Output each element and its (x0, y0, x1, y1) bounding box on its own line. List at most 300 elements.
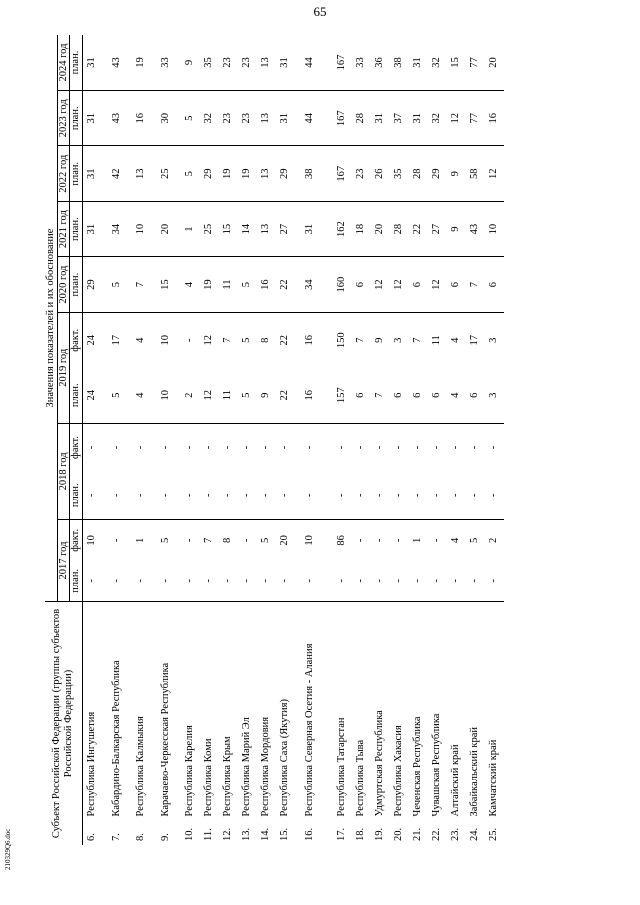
subject-name: Республика Крым (219, 602, 238, 819)
spacer-cell (325, 818, 333, 845)
value-cell: 13 (257, 146, 276, 201)
value-cell: 30 (151, 91, 181, 146)
value-cell: 7 (466, 257, 485, 312)
value-cell: - (374, 579, 386, 583)
value-cell: - (431, 579, 443, 583)
spacer-cell (325, 146, 333, 201)
value-cell: 2 (184, 392, 196, 398)
subject-name: Чувашская Республика (428, 602, 447, 819)
value-cell: - (132, 423, 151, 471)
value-cell: - (203, 579, 215, 583)
value-cell: - (336, 579, 348, 583)
value-cell: 10 (295, 520, 325, 561)
year-header: 2017 год (57, 520, 70, 602)
value-cell: 31 (82, 91, 102, 146)
value-cell: 160 (333, 257, 352, 312)
subject-name: Кабардино-Балкарская Республика (102, 602, 132, 819)
value-cell: 23 (241, 57, 253, 68)
value-cell: 12 (203, 389, 215, 401)
value-cell: 29 (200, 146, 219, 201)
value-cell: 25 (200, 201, 219, 256)
value-cell: 36 (374, 57, 386, 68)
value-cell: - (110, 493, 122, 497)
value-cell: 9 (184, 59, 196, 66)
value-cell: 5 (181, 146, 200, 201)
spacer-cell (325, 602, 333, 819)
value-cell: 3 (488, 392, 500, 398)
value-cell: 6 (469, 392, 481, 398)
value-cell: 14 (238, 201, 257, 256)
value-cell: 11 (428, 312, 447, 367)
value-cell: 58 (466, 146, 485, 201)
value-cell: 32 (431, 57, 443, 68)
values-title-header: Значения показателей и их обоснование (45, 35, 57, 602)
spacer-cell (325, 201, 333, 256)
value-cell: - (374, 493, 386, 497)
table-row (276, 35, 295, 845)
value-cell: - (222, 579, 234, 583)
value-cell: - (181, 423, 200, 471)
table-row (352, 35, 371, 845)
value-cell: 16 (132, 91, 151, 146)
row-number: 10. (184, 827, 196, 841)
table-row (447, 35, 466, 845)
value-cell: 32 (428, 91, 447, 146)
value-cell: 31 (86, 57, 98, 68)
value-cell: 1 (132, 520, 151, 561)
plan-header: план. (70, 257, 83, 312)
value-cell: 4 (181, 257, 200, 312)
value-cell: - (393, 493, 405, 497)
value-cell: 5 (238, 312, 257, 367)
value-cell: 43 (110, 57, 122, 68)
value-cell: - (219, 423, 238, 471)
value-cell: 8 (257, 312, 276, 367)
value-cell: 6 (352, 257, 371, 312)
value-cell: 150 (333, 312, 352, 367)
spacer-cell (325, 312, 333, 367)
value-cell: - (355, 493, 367, 497)
year-header: 2021 год (57, 201, 70, 256)
value-cell: 6 (412, 392, 424, 398)
value-cell: - (184, 493, 196, 497)
value-cell: 35 (203, 57, 215, 68)
group-spacer (325, 35, 333, 845)
value-cell: 16 (257, 257, 276, 312)
value-cell: 43 (102, 91, 132, 146)
subject-name: Республика Татарстан (333, 602, 352, 819)
value-cell: 4 (447, 520, 466, 561)
table-row (466, 35, 485, 845)
value-cell: 6 (431, 392, 443, 398)
value-cell: 31 (82, 201, 102, 256)
value-cell: 22 (409, 201, 428, 256)
subject-name: Республика Ингушетия (82, 602, 102, 819)
value-cell: 7 (409, 312, 428, 367)
value-cell: 10 (132, 201, 151, 256)
value-cell: 12 (390, 257, 409, 312)
table-row (82, 35, 102, 845)
document-code: 210329Q6.doc (4, 828, 12, 870)
value-cell: - (447, 423, 466, 471)
value-cell: 33 (159, 57, 171, 68)
subject-column-header: Субъект Российской Федерации (группы субъектов Российской Федерации) (45, 602, 82, 845)
subject-name: Карачаево-Черкесская Республика (151, 602, 181, 819)
value-cell: - (488, 579, 500, 583)
value-cell: 5 (181, 91, 200, 146)
plan-header: план. (70, 35, 83, 91)
value-cell: 5 (110, 392, 122, 398)
value-cell: - (352, 520, 371, 561)
value-cell: - (238, 520, 257, 561)
value-cell: 23 (238, 91, 257, 146)
value-cell: 16 (295, 312, 325, 367)
value-cell: - (135, 579, 147, 583)
value-cell: - (469, 579, 481, 583)
table-row (238, 35, 257, 845)
fact-header: факт. (70, 312, 83, 367)
value-cell: 9 (447, 146, 466, 201)
value-cell: 24 (82, 312, 102, 367)
value-cell: 5 (241, 392, 253, 398)
subject-name: Республика Саха (Якутия) (276, 602, 295, 819)
plan-header: план. (70, 146, 83, 201)
value-cell: - (276, 423, 295, 471)
value-cell: 27 (428, 201, 447, 256)
value-cell: 19 (135, 57, 147, 68)
year-header: 2020 год (57, 257, 70, 312)
year-header: 2022 год (57, 146, 70, 201)
subject-name: Республика Северная Осетия - Алания (295, 602, 325, 819)
value-cell: - (241, 493, 253, 497)
value-cell: 29 (276, 146, 295, 201)
value-cell: 15 (219, 201, 238, 256)
value-cell: 17 (466, 312, 485, 367)
value-cell: 27 (276, 201, 295, 256)
value-cell: - (303, 493, 315, 497)
value-cell: - (303, 579, 315, 583)
value-cell: - (238, 423, 257, 471)
value-cell: 20 (488, 57, 500, 68)
rotated-table-container (45, 35, 580, 845)
value-cell: - (86, 493, 98, 497)
value-cell: - (333, 423, 352, 471)
value-cell: 38 (295, 146, 325, 201)
value-cell: 10 (82, 520, 102, 561)
value-cell: - (184, 579, 196, 583)
value-cell: - (412, 579, 424, 583)
value-cell: 33 (355, 57, 367, 68)
value-cell: 7 (219, 312, 238, 367)
value-cell: 157 (336, 387, 348, 404)
plan-header: план. (70, 368, 83, 423)
value-cell: - (355, 579, 367, 583)
value-cell: - (86, 579, 98, 583)
value-cell: 167 (333, 146, 352, 201)
value-cell: 10 (159, 389, 171, 401)
row-number: 19. (374, 827, 386, 841)
value-cell: - (390, 520, 409, 561)
row-number: 22. (431, 827, 443, 841)
value-cell: 13 (257, 91, 276, 146)
value-cell: - (260, 493, 272, 497)
value-cell: 31 (412, 57, 424, 68)
value-cell: 25 (151, 146, 181, 201)
table-row (151, 35, 181, 845)
value-cell: - (393, 579, 405, 583)
plan-header: план. (70, 201, 83, 256)
value-cell: 38 (393, 57, 405, 68)
subject-name: Республика Хакасия (390, 602, 409, 819)
table-row (390, 35, 409, 845)
value-cell: 12 (428, 257, 447, 312)
value-cell: 31 (82, 146, 102, 201)
value-cell: - (428, 520, 447, 561)
value-cell: 23 (219, 91, 238, 146)
value-cell: 44 (303, 57, 315, 68)
value-cell: 22 (276, 312, 295, 367)
value-cell: 77 (469, 57, 481, 68)
value-cell: - (390, 423, 409, 471)
value-cell: 34 (102, 201, 132, 256)
value-cell: 4 (135, 392, 147, 398)
value-cell: 31 (371, 91, 390, 146)
subject-name: Республика Калмыкия (132, 602, 151, 819)
value-cell: 5 (102, 257, 132, 312)
value-cell: 2 (485, 520, 504, 561)
value-cell: 11 (219, 257, 238, 312)
value-cell: - (241, 579, 253, 583)
table-row (485, 35, 504, 845)
value-cell: - (485, 423, 504, 471)
value-cell: - (352, 423, 371, 471)
value-cell: 6 (393, 392, 405, 398)
subject-name: Камчатский край (485, 602, 504, 819)
value-cell: 167 (336, 54, 348, 71)
spacer-cell (325, 471, 333, 519)
value-cell: 26 (371, 146, 390, 201)
year-header: 2023 год (57, 91, 70, 146)
value-cell: 15 (450, 57, 462, 68)
subject-name: Республика Марий Эл (238, 602, 257, 819)
value-cell: 28 (390, 201, 409, 256)
value-cell: 19 (200, 257, 219, 312)
table-row (428, 35, 447, 845)
value-cell: - (466, 423, 485, 471)
value-cell: 29 (82, 257, 102, 312)
value-cell: 31 (409, 91, 428, 146)
value-cell: - (102, 423, 132, 471)
value-cell: 6 (409, 257, 428, 312)
row-number: 20. (393, 827, 405, 841)
spacer-cell (325, 423, 333, 471)
value-cell: - (431, 493, 443, 497)
row-number: 24. (469, 827, 481, 841)
spacer-cell (325, 520, 333, 561)
value-cell: - (260, 579, 272, 583)
value-cell: 6 (485, 257, 504, 312)
value-cell: - (450, 579, 462, 583)
row-number: 11. (203, 828, 215, 841)
value-cell: - (279, 579, 291, 583)
value-cell: 86 (333, 520, 352, 561)
value-cell: 12 (200, 312, 219, 367)
value-cell: 15 (151, 257, 181, 312)
row-number: 23. (450, 827, 462, 841)
value-cell: 24 (86, 389, 98, 401)
value-cell: 23 (352, 146, 371, 201)
value-cell: - (159, 493, 171, 497)
value-cell: - (200, 423, 219, 471)
value-cell: 37 (390, 91, 409, 146)
value-cell: 5 (466, 520, 485, 561)
value-cell: - (102, 520, 132, 561)
year-header: 2024 год (57, 35, 70, 91)
value-cell: 28 (352, 91, 371, 146)
subject-name: Удмуртская Республика (371, 602, 390, 819)
value-cell: 7 (374, 392, 386, 398)
value-cell: 32 (200, 91, 219, 146)
value-cell: 77 (466, 91, 485, 146)
row-number: 6. (86, 833, 98, 841)
row-number: 12. (222, 827, 234, 841)
value-cell: - (469, 493, 481, 497)
value-cell: 10 (151, 312, 181, 367)
subject-name: Республика Коми (200, 602, 219, 819)
value-cell: 4 (450, 392, 462, 398)
value-cell: 17 (102, 312, 132, 367)
value-cell: 7 (352, 312, 371, 367)
fact-header: факт. (70, 520, 83, 561)
value-cell: - (82, 423, 102, 471)
value-cell: - (371, 423, 390, 471)
value-cell: 23 (222, 57, 234, 68)
value-cell: 13 (260, 57, 272, 68)
row-number: 18. (355, 827, 367, 841)
value-cell: 22 (279, 389, 291, 401)
value-cell: 16 (303, 389, 315, 401)
subject-name: Алтайский край (447, 602, 466, 819)
subject-name: Забайкальский край (466, 602, 485, 819)
page-number: 65 (313, 4, 327, 19)
value-cell: - (488, 493, 500, 497)
table-row (295, 35, 325, 845)
value-cell: - (257, 423, 276, 471)
indicators-table (45, 35, 504, 845)
row-number: 15. (279, 827, 291, 841)
value-cell: 9 (447, 201, 466, 256)
value-cell: 6 (355, 392, 367, 398)
value-cell: 5 (257, 520, 276, 561)
value-cell: 20 (371, 201, 390, 256)
value-cell: 20 (151, 201, 181, 256)
spacer-cell (325, 257, 333, 312)
row-number: 13. (241, 827, 253, 841)
plan-header: план. (70, 471, 83, 519)
value-cell: - (371, 520, 390, 561)
value-cell: 19 (238, 146, 257, 201)
row-number: 8. (135, 833, 147, 841)
value-cell: - (428, 423, 447, 471)
value-cell: 9 (371, 312, 390, 367)
value-cell: - (151, 423, 181, 471)
value-cell: - (203, 493, 215, 497)
value-cell: - (135, 493, 147, 497)
table-row (371, 35, 390, 845)
row-number: 16. (303, 827, 315, 841)
spacer-cell (325, 561, 333, 602)
value-cell: 18 (352, 201, 371, 256)
value-cell: 13 (257, 201, 276, 256)
value-cell: 1 (409, 520, 428, 561)
value-cell: 12 (371, 257, 390, 312)
value-cell: 19 (219, 146, 238, 201)
value-cell: 10 (485, 201, 504, 256)
row-number: 7. (110, 833, 122, 841)
value-cell: - (279, 493, 291, 497)
plan-header: план. (70, 91, 83, 146)
table-row (102, 35, 132, 845)
value-cell: 22 (276, 257, 295, 312)
value-cell: 11 (222, 390, 234, 401)
row-number: 25. (488, 827, 500, 841)
value-cell: 31 (276, 91, 295, 146)
table-row (257, 35, 276, 845)
value-cell: 20 (276, 520, 295, 561)
value-cell: 3 (485, 312, 504, 367)
value-cell: - (336, 493, 348, 497)
value-cell: - (110, 579, 122, 583)
year-header: 2018 год (57, 423, 70, 519)
value-cell: 12 (485, 146, 504, 201)
fact-header: факт. (70, 423, 83, 471)
value-cell: 4 (447, 312, 466, 367)
value-cell: 42 (102, 146, 132, 201)
value-cell: 6 (447, 257, 466, 312)
row-number: 21. (412, 827, 424, 841)
subject-name: Республика Мордовия (257, 602, 276, 819)
row-number: 9. (159, 833, 171, 841)
value-cell: 31 (295, 201, 325, 256)
value-cell: - (181, 520, 200, 561)
year-header: 2019 год (57, 312, 70, 423)
value-cell: 5 (238, 257, 257, 312)
value-cell: 4 (132, 312, 151, 367)
value-cell: 35 (390, 146, 409, 201)
value-cell: - (412, 493, 424, 497)
spacer-cell (325, 91, 333, 146)
plan-header: план. (70, 561, 83, 602)
value-cell: 7 (132, 257, 151, 312)
value-cell: 28 (409, 146, 428, 201)
value-cell: - (450, 493, 462, 497)
spacer-cell (325, 368, 333, 423)
row-number: 17. (336, 827, 348, 841)
value-cell: 13 (132, 146, 151, 201)
value-cell: 31 (279, 57, 291, 68)
table-row (132, 35, 151, 845)
value-cell: 34 (295, 257, 325, 312)
value-cell: - (222, 493, 234, 497)
value-cell: 162 (333, 201, 352, 256)
value-cell: - (295, 423, 325, 471)
value-cell: 16 (485, 91, 504, 146)
value-cell: 167 (333, 91, 352, 146)
table-row (219, 35, 238, 845)
table-row (200, 35, 219, 845)
spacer-cell (325, 35, 333, 91)
row-number: 14. (260, 827, 272, 841)
